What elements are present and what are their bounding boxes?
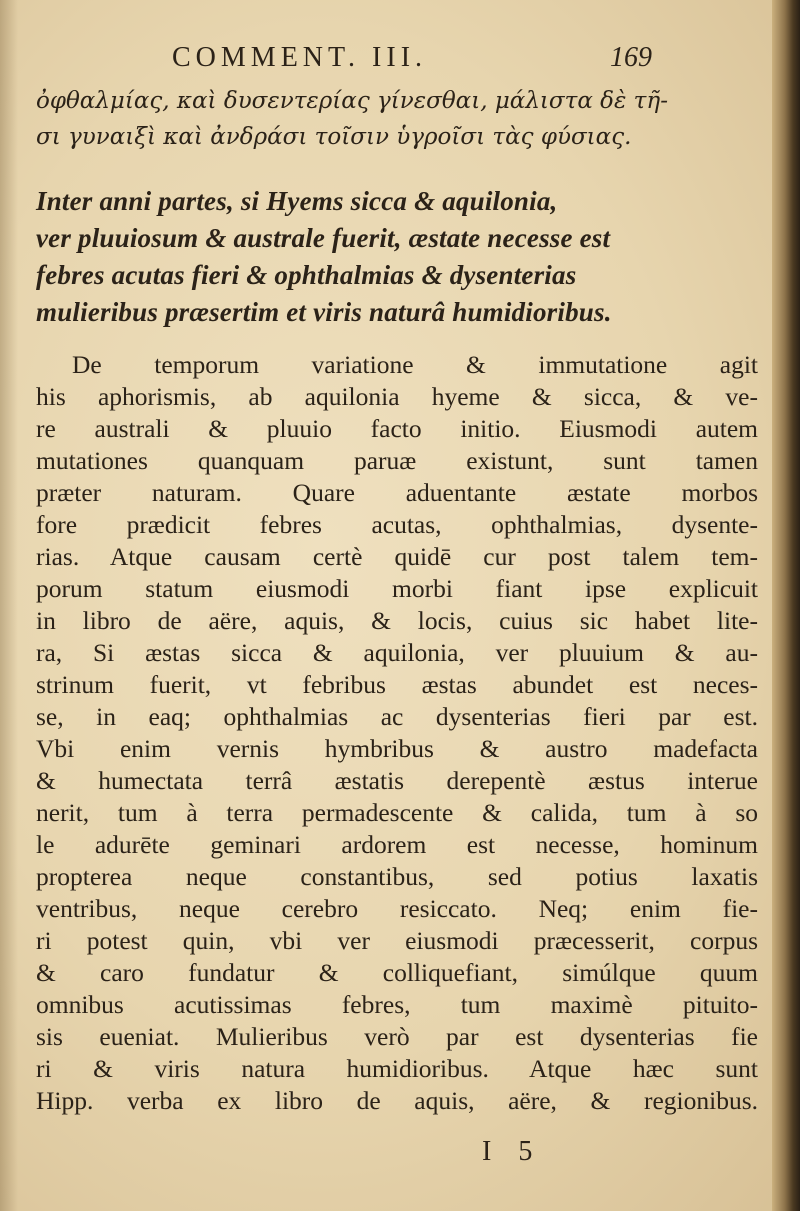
commentary-line: le adurēte geminari ardorem est necesse, hominum bbox=[36, 830, 758, 859]
commentary-line: sis eueniat. Mulieribus verò par est dysenterias fie bbox=[36, 1022, 758, 1051]
aphorism-line: Inter anni partes, si Hyems sicca & aquilonia, bbox=[36, 186, 558, 216]
commentary-line: strinum fuerit, vt febribus æstas abundet est neces- bbox=[36, 670, 758, 699]
page-number: 169 bbox=[610, 42, 652, 73]
commentary-line: Vbi enim vernis hymbribus & austro madefacta bbox=[36, 734, 758, 763]
aphorism-line: febres acutas fieri & ophthalmias & dysenterias bbox=[36, 260, 577, 290]
greek-line: σι γυναιξὶ καὶ ἀνδράσι τοῖσιν ὑγροῖσι τὰς φύσιας. bbox=[36, 124, 632, 150]
running-head: COMMENT. III. bbox=[172, 42, 428, 73]
commentary-line: nerit, tum à terra permadescente & calida, tum à so bbox=[36, 798, 758, 827]
greek-line: ὀφθαλμίας, καὶ δυσεντερίας γίνεσθαι, μάλιστα δὲ τῆ- bbox=[36, 88, 668, 114]
commentary-line: præter naturam. Quare aduentante æstate morbos bbox=[36, 478, 758, 507]
signature-mark: I 5 bbox=[482, 1136, 543, 1167]
commentary-line: rias. Atque causam certè quidē cur post talem tem- bbox=[36, 542, 758, 571]
commentary-line: ra, Si æstas sicca & aquilonia, ver pluuium & au- bbox=[36, 638, 758, 667]
commentary-line: & caro fundatur & colliquefiant, simúlque quum bbox=[36, 958, 758, 987]
commentary-line: mutationes quanquam paruæ existunt, sunt tamen bbox=[36, 446, 758, 475]
commentary-line: propterea neque constantibus, sed potius laxatis bbox=[36, 862, 758, 891]
commentary-line: fore prædicit febres acutas, ophthalmias, dysente- bbox=[36, 510, 758, 539]
commentary-line: ri potest quin, vbi ver eiusmodi præcesserit, corpus bbox=[36, 926, 758, 955]
commentary-line: omnibus acutissimas febres, tum maximè pituito- bbox=[36, 990, 758, 1019]
commentary-line: his aphorismis, ab aquilonia hyeme & sicca, & ve- bbox=[36, 382, 758, 411]
commentary-line: Hipp. verba ex libro de aquis, aëre, & regionibus. bbox=[36, 1086, 758, 1115]
page-edge-shadow bbox=[0, 0, 18, 1211]
commentary-line: De temporum variatione & immutatione agit bbox=[72, 350, 758, 379]
commentary-line: ri & viris natura humidioribus. Atque hæc sunt bbox=[36, 1054, 758, 1083]
commentary-line: re australi & pluuio facto initio. Eiusmodi autem bbox=[36, 414, 758, 443]
aphorism-line: mulieribus præsertim et viris naturâ humidioribus. bbox=[36, 297, 612, 327]
commentary-line: in libro de aëre, aquis, & locis, cuius sic habet lite- bbox=[36, 606, 758, 635]
commentary-line: & humectata terrâ æstatis derepentè æstus interue bbox=[36, 766, 758, 795]
commentary-line: se, in eaq; ophthalmias ac dysenterias fieri par est. bbox=[36, 702, 758, 731]
book-gutter bbox=[772, 0, 800, 1211]
commentary-line: porum statum eiusmodi morbi fiant ipse explicuit bbox=[36, 574, 758, 603]
page-header bbox=[160, 42, 660, 82]
aphorism-line: ver pluuiosum & australe fuerit, æstate necesse est bbox=[36, 223, 611, 253]
commentary-line: ventribus, neque cerebro resiccato. Neq; enim fie- bbox=[36, 894, 758, 923]
